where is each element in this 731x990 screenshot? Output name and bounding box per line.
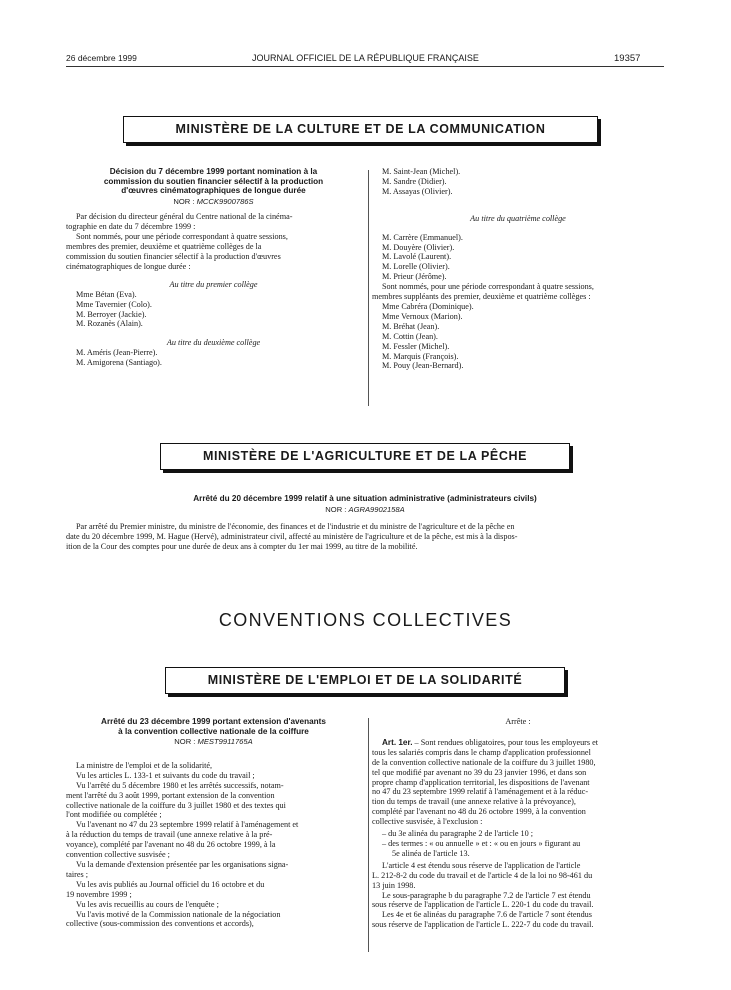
article-1: Art. 1er. – Sont rendues obligatoires, pour tous les employeurs et tous les salariés compris dans le champ d'application professionnel de la convention collective nationale de la coiffure du 3 juillet 1980, tel que modifié par avenant no 39 du 23 janvier 1996, et dans son propre champ d'application territorial, les dispositions de l'avenant no 47 du 23 septembre 1999 relatif à l'aménagement et à la réduc- tion du temps de travail (une annexe relative à la prévoyance), complété par l'avenant no 48 du 26 octobre 1999, à la convention collective susvisée, à l'exclusion :: [372, 737, 599, 827]
column-divider-2: [368, 718, 369, 952]
decision-sont: Sont nommés, pour une période correspondant à quatre sessions, membres des premier, deuxième et quatrième collèges de la commission du soutien financier sélectif à la production d'œuvres cinématographiques de longue durée :: [66, 232, 288, 271]
arrete-label: Arrête :: [505, 717, 531, 726]
arrete-agriculture-title: Arrêté du 20 décembre 1999 relatif à une situation administrative (administrateurs civils): [193, 494, 537, 503]
decision-culture-left: [66, 167, 361, 368]
header-date: 26 décembre 1999: [66, 53, 137, 63]
section-title: CONVENTIONS COLLECTIVES: [218, 610, 513, 630]
arrete-emploi-left: [66, 717, 361, 929]
decision-intro: Par décision du directeur général du Centre national de la cinéma- tographie en date du 7 décembre 1999 :: [66, 212, 293, 232]
page-number: 19357: [614, 53, 641, 64]
arrete-emploi-title: Arrêté du 23 décembre 1999 portant extension d'avenants à la convention collective nationale de la coiffure: [101, 717, 326, 736]
column-divider: [368, 170, 369, 406]
article-1-label: Art. 1er.: [382, 737, 413, 747]
college1-label: Au titre du premier collège: [169, 279, 258, 289]
ministry-banner-culture: MINISTÈRE DE LA CULTURE ET DE LA COMMUNICATION: [123, 116, 598, 143]
ministry-banner-emploi: MINISTÈRE DE L'EMPLOI ET DE LA SOLIDARITÉ: [165, 667, 565, 694]
arrete-emploi-nor: NOR : MEST9911765A: [174, 737, 253, 746]
article-1-exclusions: – du 3e alinéa du paragraphe 2 de l'article 10 ; – des termes : « ou annuelle » et : « ou en jours » figurant au 5e alinéa de l'article 13.: [382, 829, 581, 858]
college4-list: M. Carrère (Emmanuel). M. Douyère (Olivier). M. Lavolé (Laurent). M. Lorelle (Olivier). M. Prieur (Jérôme).: [382, 232, 463, 282]
arrete-agriculture-body: Par arrêté du Premier ministre, du ministre de l'économie, des finances et de l'industrie et du ministre de l'agriculture et de la pêche en date du 20 décembre 1999, M. Hague (Hervé), administrateur civil, affecté au ministère de l'agriculture et de la pêche, est mis à la dispos- ition de la Cour des comptes pour une durée de deux ans à compter du 1er mai 1999, au titre de la mobilité.: [66, 522, 518, 552]
header-rule: [66, 66, 664, 67]
decision-nor: NOR : MCCK9900786S: [173, 196, 254, 206]
arrete-agriculture: [66, 494, 664, 552]
arrete-emploi-right: [372, 717, 664, 930]
college2-label: Au titre du deuxième collège: [166, 338, 261, 348]
college2-list-cont: M. Saint-Jean (Michel). M. Sandre (Didier). M. Assayas (Olivier).: [382, 167, 461, 196]
arrete-agriculture-nor: NOR : AGRA9902158A: [325, 504, 405, 514]
college1-list: Mme Bétan (Eva). Mme Tavernier (Colo). M. Berroyer (Jackie). M. Rozanès (Alain).: [76, 289, 152, 329]
suppleants-list: Mme Cabréra (Dominique). Mme Vernoux (Marion). M. Bréhat (Jean). M. Cottin (Jean). M. Fessler (Michel). M. Marquis (François). M. Pouy (Jean-Bernard).: [382, 301, 474, 371]
arrete-emploi-visas: La ministre de l'emploi et de la solidarité, Vu les articles L. 133-1 et suivants du code du travail ; Vu l'arrêté du 5 décembre 1980 et les arrêtés successifs, notam- ment l'arrêté du 3 août 1999, portant extension de la convention collective nationale de la coiffure du 3 juillet 1980 et des textes qui l'ont modifiée ou complétée ; Vu l'avenant no 47 du 23 septembre 1999 relatif à l'aménagement et à la réduction du temps de travail (une annexe relative à la pré- voyance), complété par l'avenant no 48 du 26 octobre 1999, à la convention collective susvisée ; Vu la demande d'extension présentée par les organisations signa- taires ; Vu les avis publiés au Journal officiel du 16 octobre et du 19 novembre 1999 ; Vu les avis recueillis au cours de l'enquête ; Vu l'avis motivé de la Commission nationale de la négociation collective (sous-commission des conventions et accords),: [66, 760, 299, 929]
journal-title: JOURNAL OFFICIEL DE LA RÉPUBLIQUE FRANÇAISE: [252, 53, 479, 63]
decision-culture-right: [372, 167, 664, 371]
college2-list: M. Améris (Jean-Pierre). M. Amigorena (Santiago).: [76, 348, 162, 368]
suppleants-intro: Sont nommés, pour une période correspondant à quatre sessions, membres suppléants des premier, deuxième et quatrième collèges :: [372, 282, 594, 302]
decision-title: Décision du 7 décembre 1999 portant nomination à la commission du soutien financier sélectif à la production d'œuvres cinématographiques de longue durée: [103, 167, 324, 195]
article-1-reserves: L'article 4 est étendu sous réserve de l'application de l'article L. 212-8-2 du code du travail et de l'article 4 de la loi no 98-461 du 13 juin 1998. Le sous-paragraphe b du paragraphe 7.2 de l'article 7 est étendu sous réserve de l'application de l'article L. 220-1 du code du travail. Les 4e et 6e alinéas du paragraphe 7.6 de l'article 7 sont étendus sous réserve de l'application de l'article L. 222-7 du code du travail.: [372, 860, 594, 930]
ministry-banner-agriculture: MINISTÈRE DE L'AGRICULTURE ET DE LA PÊCHE: [160, 443, 570, 470]
college4-label: Au titre du quatrième collège: [470, 213, 566, 223]
